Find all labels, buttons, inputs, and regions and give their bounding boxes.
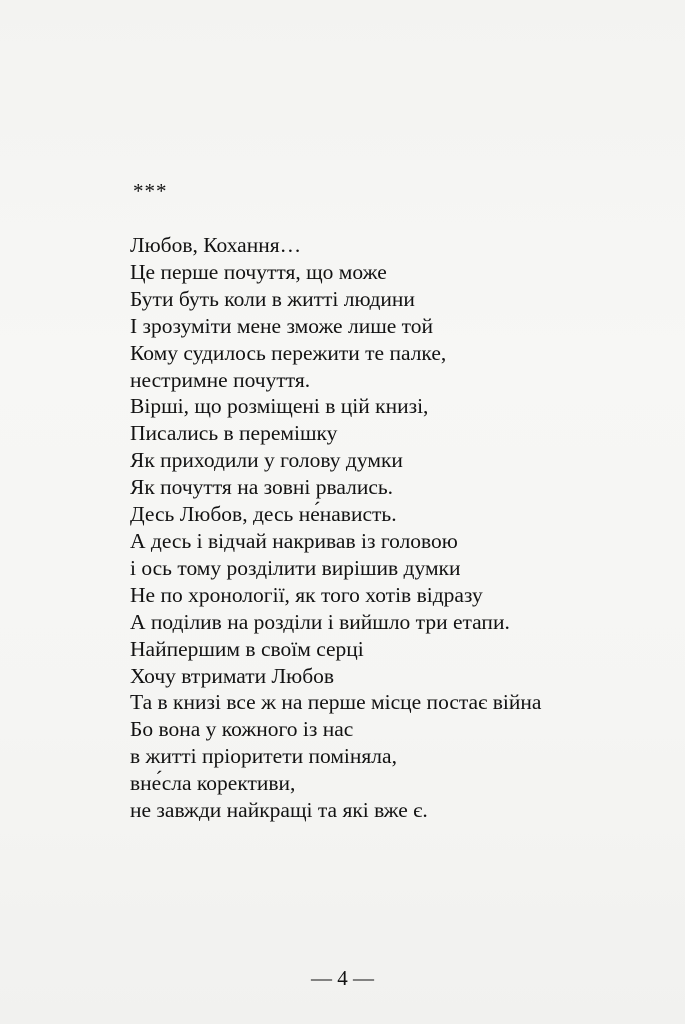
poem-line: Любов, Кохання… [130, 233, 302, 257]
poem-line: Десь Любов, десь не́нависть. [130, 502, 397, 527]
poem-line: Бо вона у кожного із нас [130, 717, 354, 742]
poem-line: Як приходили у голову думки [130, 448, 403, 473]
poem-line: Та в книзі все ж на перше місце постає війна [130, 690, 542, 715]
poem-line: А поділив на розділи і вийшло три етапи. [130, 609, 510, 634]
poem-line: Писались в перемішку [130, 421, 338, 446]
poem-text [130, 232, 650, 824]
poem-line: Як почуття на зовні рвались. [130, 475, 394, 500]
poem-line: і ось тому розділити вирішив думки [130, 555, 461, 580]
poem-line: Не по хронології, як того хотів відразу [130, 582, 483, 607]
poem-line: в житті пріоритети поміняла, [130, 744, 397, 769]
poem-line: нестримне почуття. [130, 367, 311, 392]
poem-line: Це перше почуття, що може [130, 259, 387, 284]
poem-line: Хочу втримати Любов [130, 663, 335, 688]
poem-line: вне́сла корективи, [130, 771, 296, 796]
poem-line: не завжди найкращі та які вже є. [130, 798, 428, 823]
poem-line: Найпершим в своїм серці [130, 636, 364, 661]
page-number: — 4 — [311, 966, 374, 990]
poem-line: А десь і відчай накривав із головою [130, 528, 458, 553]
poem-line: Кому судилось пережити те палке, [130, 340, 447, 365]
poem-line: Бути буть коли в житті людини [130, 286, 415, 311]
section-marker: *** [133, 179, 168, 203]
poem-line: Вірші, що розміщені в цій книзі, [130, 394, 429, 419]
poem-line: І зрозуміти мене зможе лише той [130, 313, 434, 338]
